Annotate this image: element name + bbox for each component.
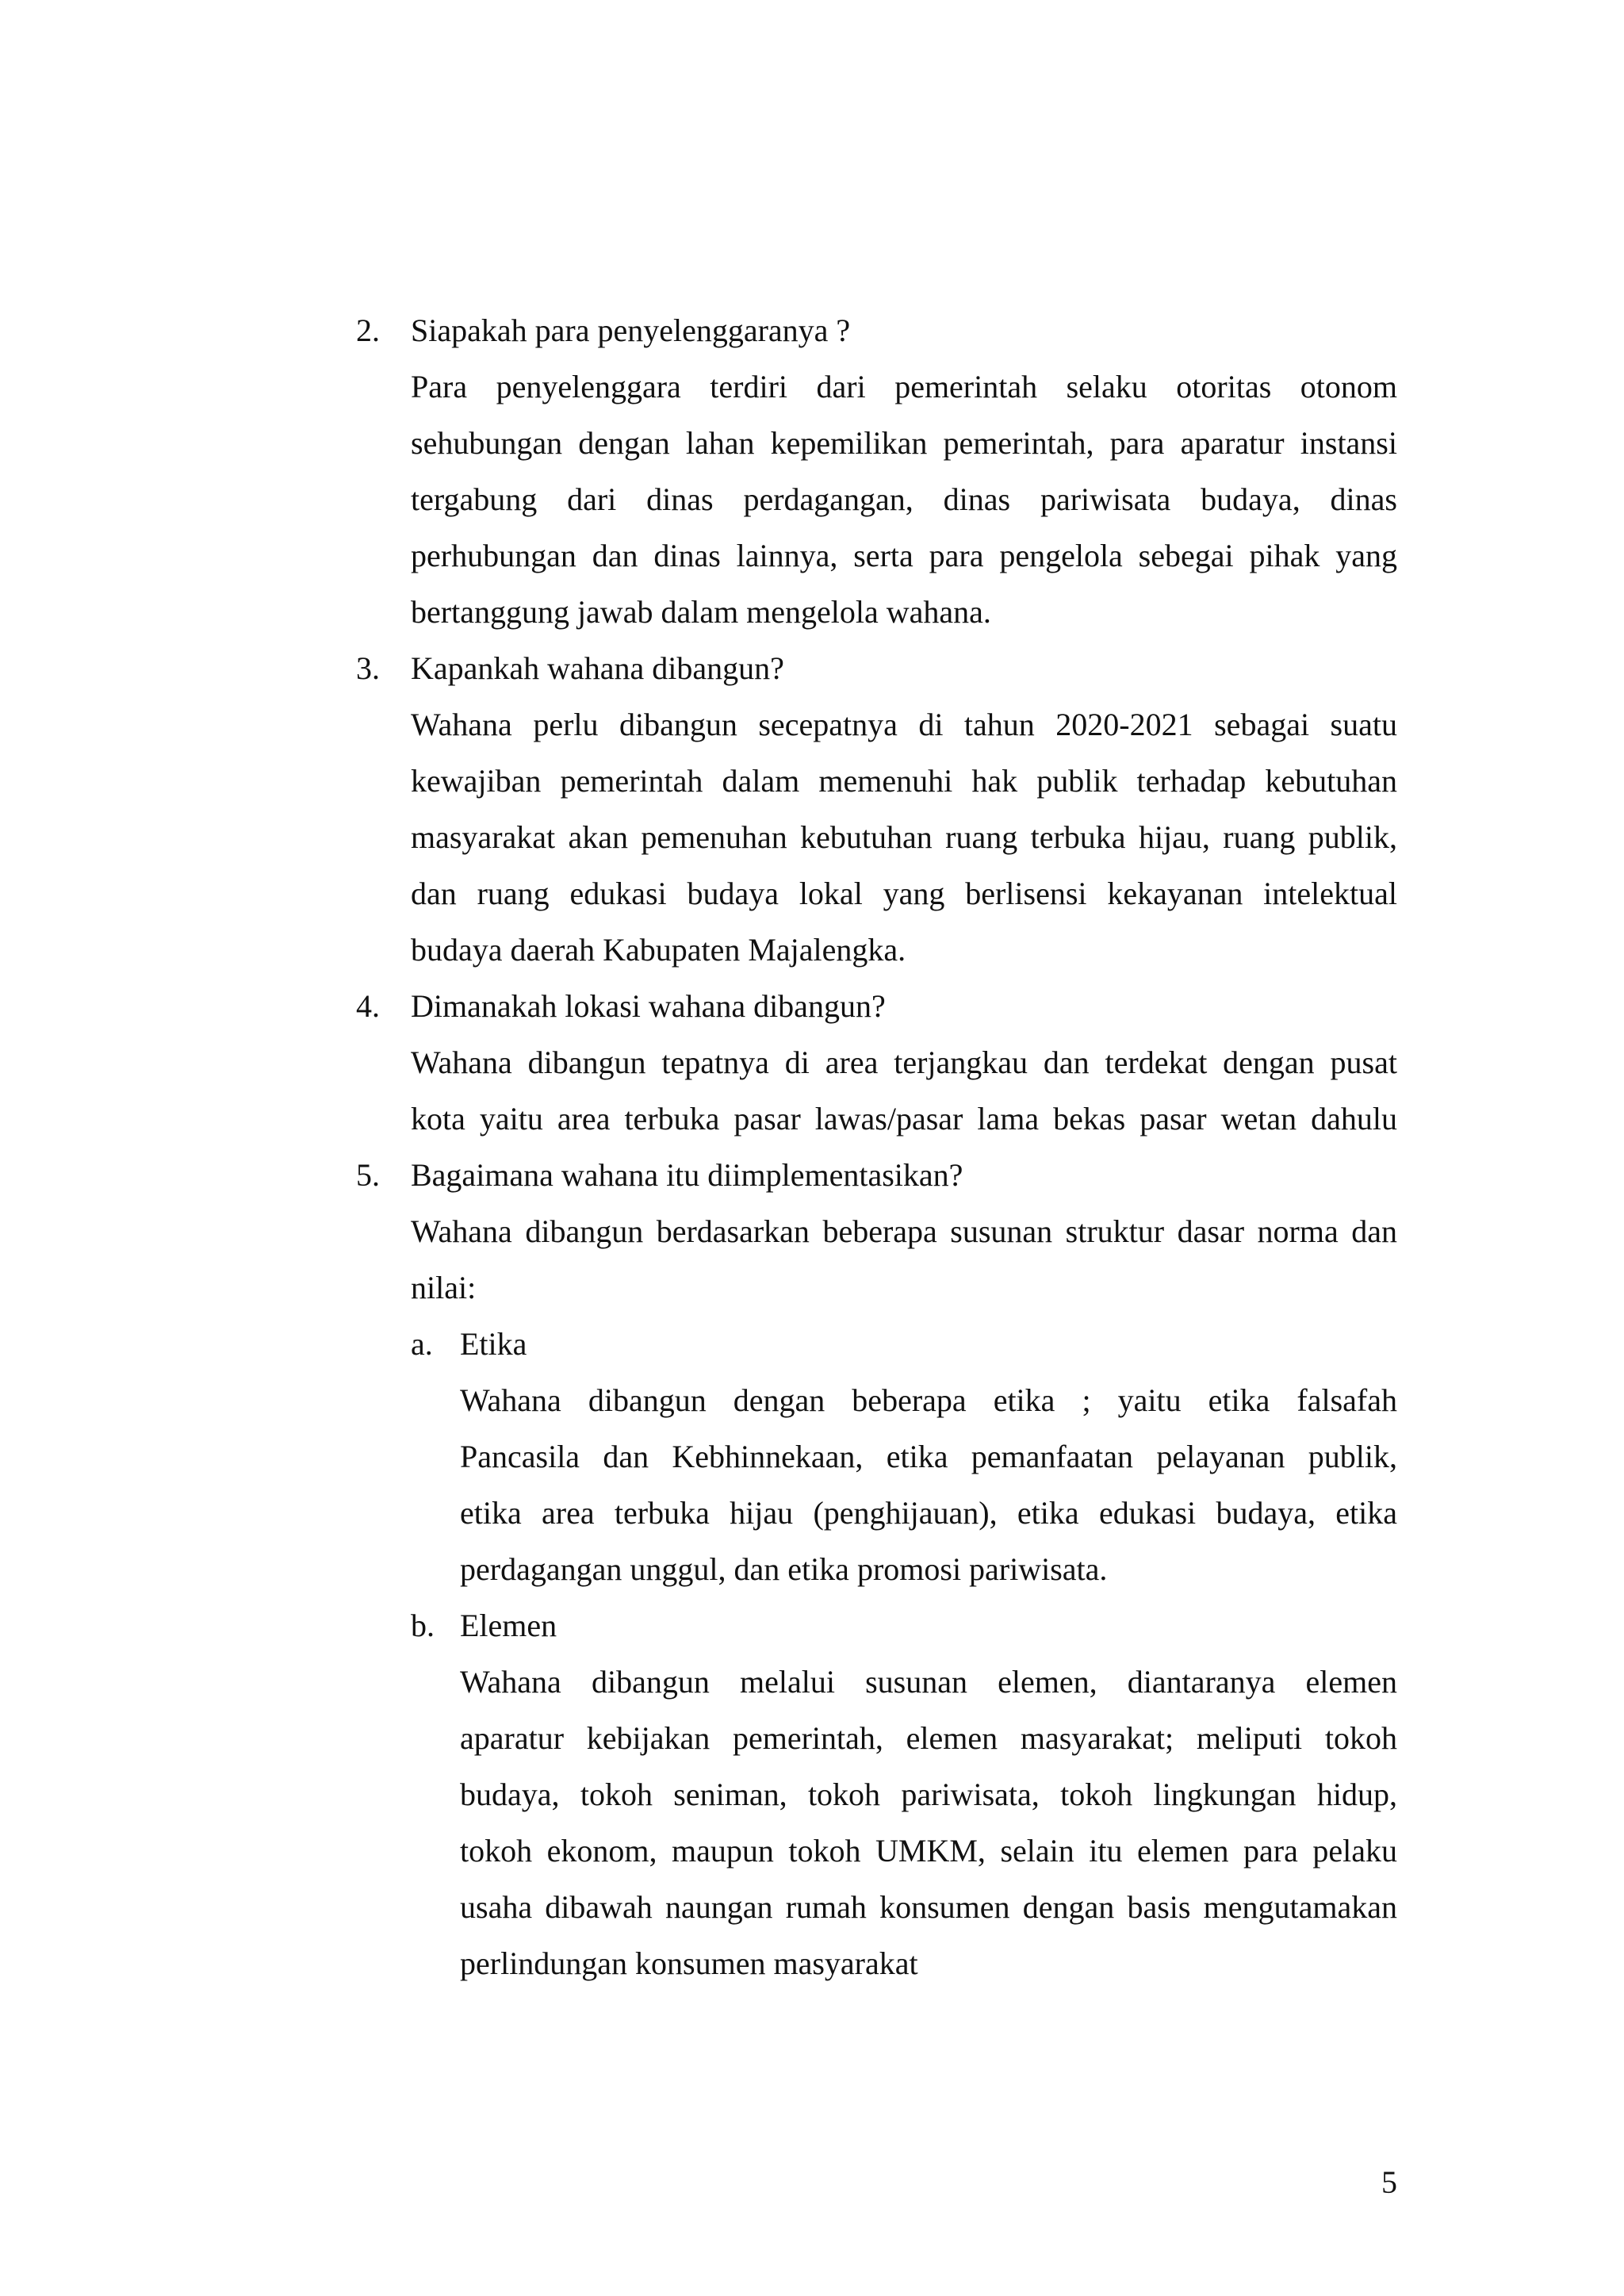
- answer-line: tergabung dari dinas perdagangan, dinas pariwisata budaya, dinas: [411, 481, 1397, 517]
- page-content: [356, 302, 1397, 1991]
- sub-letter: b.: [411, 1608, 435, 1643]
- question-heading: [356, 302, 1397, 358]
- question-heading: [356, 1147, 1397, 1203]
- sub-line: perlindungan konsumen masyarakat: [460, 1945, 918, 1981]
- sub-title: Etika: [460, 1326, 527, 1362]
- answer-paragraph: [411, 1034, 1397, 1147]
- item-number: 3.: [356, 650, 380, 686]
- answer-line: kewajiban pemerintah dalam memenuhi hak publik terhadap kebutuhan: [411, 763, 1397, 799]
- sub-line: etika area terbuka hijau (penghijauan), etika edukasi budaya, etika: [460, 1495, 1397, 1531]
- answer-paragraph: [411, 696, 1397, 978]
- question-text: Bagaimana wahana itu diimplementasikan?: [411, 1157, 963, 1193]
- answer-line: sehubungan dengan lahan kepemilikan pemerintah, para aparatur instansi: [411, 425, 1397, 461]
- sub-title: Elemen: [460, 1608, 557, 1643]
- item-number: 4.: [356, 988, 380, 1024]
- sub-line: usaha dibawah naungan rumah konsumen dengan basis mengutamakan: [460, 1889, 1397, 1925]
- sub-line: aparatur kebijakan pemerintah, elemen masyarakat; meliputi tokoh: [460, 1720, 1397, 1756]
- sub-line: Wahana dibangun melalui susunan elemen, diantaranya elemen: [460, 1664, 1397, 1700]
- answer-line: Wahana perlu dibangun secepatnya di tahun 2020-2021 sebagai suatu: [411, 707, 1397, 742]
- answer-paragraph: [411, 358, 1397, 640]
- answer-line: budaya daerah Kabupaten Majalengka.: [411, 932, 906, 968]
- item-number: 2.: [356, 312, 380, 348]
- question-heading: [356, 978, 1397, 1034]
- list-item-2: [356, 302, 1397, 640]
- answer-line: Para penyelenggara terdiri dari pemerintah selaku otoritas otonom: [411, 369, 1397, 404]
- sub-item-b: [411, 1597, 1397, 1991]
- sub-line: Wahana dibangun dengan beberapa etika ; yaitu etika falsafah: [460, 1382, 1397, 1418]
- answer-line: nilai:: [411, 1270, 477, 1305]
- list-item-4: [356, 978, 1397, 1147]
- answer-line: bertanggung jawab dalam mengelola wahana.: [411, 594, 991, 630]
- answer-line: kota yaitu area terbuka pasar lawas/pasar lama bekas pasar wetan dahulu: [411, 1101, 1397, 1137]
- question-text: Siapakah para penyelenggaranya ?: [411, 312, 851, 348]
- sub-letter: a.: [411, 1326, 433, 1362]
- sub-line: perdagangan unggul, dan etika promosi pariwisata.: [460, 1551, 1108, 1587]
- sub-item-a: [411, 1316, 1397, 1597]
- sub-paragraph: [460, 1372, 1397, 1597]
- answer-line: dan ruang edukasi budaya lokal yang berlisensi kekayanan intelektual: [411, 876, 1397, 911]
- answer-line: masyarakat akan pemenuhan kebutuhan ruang terbuka hijau, ruang publik,: [411, 819, 1397, 855]
- sub-line: budaya, tokoh seniman, tokoh pariwisata, tokoh lingkungan hidup,: [460, 1777, 1397, 1812]
- sub-paragraph: [460, 1654, 1397, 1991]
- item-number: 5.: [356, 1157, 380, 1193]
- answer-line: Wahana dibangun berdasarkan beberapa susunan struktur dasar norma dan: [411, 1213, 1397, 1249]
- question-text: Dimanakah lokasi wahana dibangun?: [411, 988, 886, 1024]
- sub-line: tokoh ekonom, maupun tokoh UMKM, selain itu elemen para pelaku: [460, 1833, 1397, 1869]
- list-item-3: [356, 640, 1397, 978]
- sub-line: Pancasila dan Kebhinnekaan, etika pemanfaatan pelayanan publik,: [460, 1439, 1397, 1474]
- answer-line: Wahana dibangun tepatnya di area terjangkau dan terdekat dengan pusat: [411, 1045, 1397, 1080]
- list-item-5: [356, 1147, 1397, 1991]
- question-text: Kapankah wahana dibangun?: [411, 650, 784, 686]
- sub-list: [411, 1316, 1397, 1991]
- answer-paragraph: [411, 1203, 1397, 1316]
- answer-line: perhubungan dan dinas lainnya, serta para pengelola sebegai pihak yang: [411, 538, 1397, 573]
- question-heading: [356, 640, 1397, 696]
- sub-heading: [411, 1597, 1397, 1654]
- page-number: 5: [1381, 2164, 1397, 2200]
- sub-heading: [411, 1316, 1397, 1372]
